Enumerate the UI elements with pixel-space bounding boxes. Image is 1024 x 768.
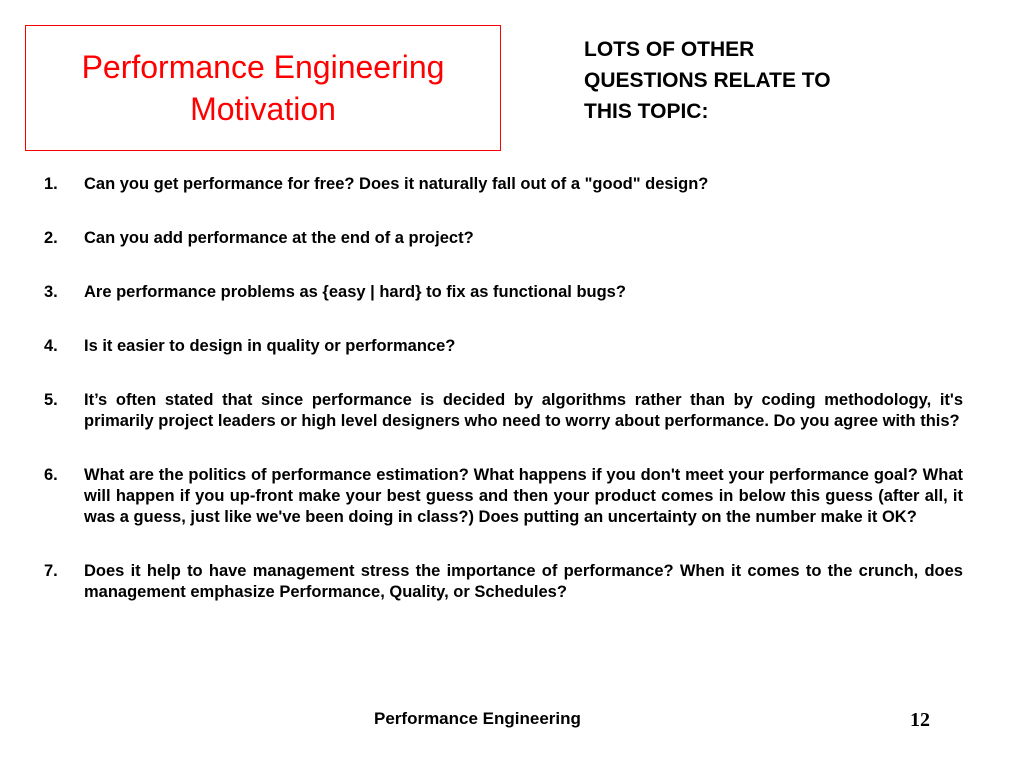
question-number-6: 6. <box>44 466 58 484</box>
question-item-4 <box>44 336 963 357</box>
question-number-4: 4. <box>44 337 58 355</box>
slide-title-box <box>25 25 501 151</box>
question-item-7 <box>44 561 963 603</box>
slide-title-line-1: Performance Engineering <box>81 49 445 85</box>
question-text-6: What are the politics of performance estimation? What happens if you don't meet your performance goal? What will happen if you up-front make your best guess and then your product comes in below this guess (after all, it was a guess, just like we've been doing in class?) Does putting an uncertainty on the number make it OK? <box>84 466 963 526</box>
question-item-3 <box>44 282 963 303</box>
question-text-5: It’s often stated that since performance is decided by algorithms rather than by coding methodology, it's primarily project leaders or high level designers who need to worry about performance. Do you agree with this? <box>84 391 963 430</box>
side-note-line-2: QUESTIONS RELATE TO <box>584 69 831 92</box>
question-number-1: 1. <box>44 175 58 193</box>
question-text-7: Does it help to have management stress the importance of performance? When it comes to the crunch, does management emphasize Performance, Quality, or Schedules? <box>84 562 963 601</box>
question-list <box>44 174 963 603</box>
question-number-7: 7. <box>44 562 58 580</box>
question-number-2: 2. <box>44 229 58 247</box>
question-text-4: Is it easier to design in quality or performance? <box>84 337 456 355</box>
question-item-6 <box>44 465 963 528</box>
question-text-3: Are performance problems as {easy | hard} to fix as functional bugs? <box>84 283 626 301</box>
question-item-5 <box>44 390 963 432</box>
side-note-line-3: THIS TOPIC: <box>584 100 709 123</box>
question-number-5: 5. <box>44 391 58 409</box>
question-text-1: Can you get performance for free? Does it naturally fall out of a "good" design? <box>84 175 709 193</box>
page-number: 12 <box>910 709 930 731</box>
question-number-3: 3. <box>44 283 58 301</box>
side-note-line-1: LOTS OF OTHER <box>584 38 755 61</box>
question-item-2 <box>44 228 963 249</box>
slide-title-line-2: Motivation <box>190 91 336 127</box>
question-item-1 <box>44 174 963 195</box>
footer-title: Performance Engineering <box>374 709 581 728</box>
question-text-2: Can you add performance at the end of a project? <box>84 229 474 247</box>
side-note <box>584 34 964 127</box>
